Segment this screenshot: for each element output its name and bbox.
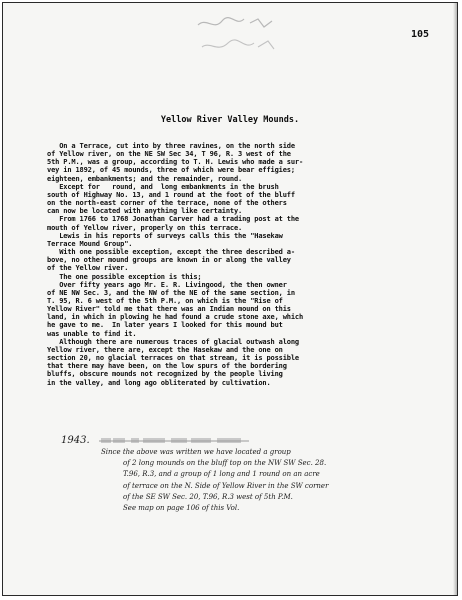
body-line: section 20, no glacial terraces on that stream, it is possible <box>47 354 299 363</box>
handwritten-line: of the SE SW Sec. 20, T.96, R.3 west of 5th P.M. <box>123 492 293 501</box>
body-line: The one possible exception is this; <box>47 272 202 281</box>
typed-body-text <box>47 142 427 387</box>
body-line: T. 95, R. 6 west of the 5th P.M., on which is the "Rise of <box>47 296 283 305</box>
body-line: of NE NW Sec. 3, and the NW of the NE of the same section, in <box>47 288 295 297</box>
body-line: Over fifty years ago Mr. E. R. Livingood, the then owner <box>47 280 287 289</box>
body-line: eighteen, embankments; and the remainder, round. <box>47 174 243 183</box>
page-edge-shadow <box>453 3 457 595</box>
handwritten-line: T.96, R.3, and a group of 1 long and 1 round on an acre <box>123 470 320 479</box>
body-line: land, in which in plowing he had found a crude stone axe, which <box>47 313 304 322</box>
body-line: bove, no other mound groups are known in or along the valley <box>47 256 291 265</box>
body-line: From 1766 to 1768 Jonathan Carver had a trading post at the <box>47 215 299 224</box>
body-line: Terrace Mound Group". <box>47 239 133 248</box>
handwritten-line: of terrace on the N. Side of Yellow River in the SW corner <box>123 481 329 490</box>
body-line: Yellow river, there are, except the Hasekaw and the one on <box>47 345 283 354</box>
body-line: Yellow River" told me that there was an Indian mound on this <box>47 305 291 314</box>
body-line: With one possible exception, except the three described a- <box>47 248 295 257</box>
page-number: 105 <box>410 29 429 40</box>
body-line: can now be located with anything like certainty. <box>47 207 243 216</box>
document-page <box>2 2 458 596</box>
handwritten-date: 1943. <box>61 435 90 446</box>
body-line: of Yellow river, on the NE SW Sec 34, T 96, R. 3 west of the <box>47 150 291 159</box>
document-title: Yellow River Valley Mounds. <box>160 115 300 125</box>
body-line: Although there are numerous traces of glacial outwash along <box>47 337 299 346</box>
body-line: Except for round, and long embankments in the brush <box>47 182 279 191</box>
faded-handwriting-scribble <box>188 13 288 63</box>
body-line: 5th P.M., was a group, according to T. H. Lewis who made a sur- <box>47 158 304 167</box>
handwritten-line: See map on page 106 of this Vol. <box>123 504 240 513</box>
body-line: vey in 1892, of 45 mounds, three of which were bear effigies; <box>47 166 295 175</box>
body-line: he gave to me. In later years I looked for this mound but <box>47 321 283 330</box>
body-line: bluffs, obscure mounds not recognized by the people living <box>47 370 283 379</box>
body-line: of the Yellow river. <box>47 264 129 273</box>
body-line: on the north-east corner of the terrace, none of the others <box>47 199 287 208</box>
body-line: south of Highway No. 13, and 1 round at the foot of the bluff <box>47 190 295 199</box>
handwritten-line: of 2 long mounds on the bluff top on the NW SW Sec. 28. <box>123 459 327 468</box>
body-line: was unable to find it. <box>47 329 137 338</box>
handwritten-addendum <box>61 435 431 514</box>
body-line: On a Terrace, cut into by three ravines, on the north side <box>47 142 295 150</box>
body-line: in the valley, and long ago obliterated by cultivation. <box>47 378 271 387</box>
handwritten-line: Since the above was written we have located a group <box>101 448 291 456</box>
body-line: that there may have been, on the low spurs of the bordering <box>47 362 287 371</box>
body-line: mouth of Yellow river, properly on this terrace. <box>47 223 243 232</box>
body-line: Lewis in his reports of surveys calls this the "Hasekaw <box>47 231 283 240</box>
